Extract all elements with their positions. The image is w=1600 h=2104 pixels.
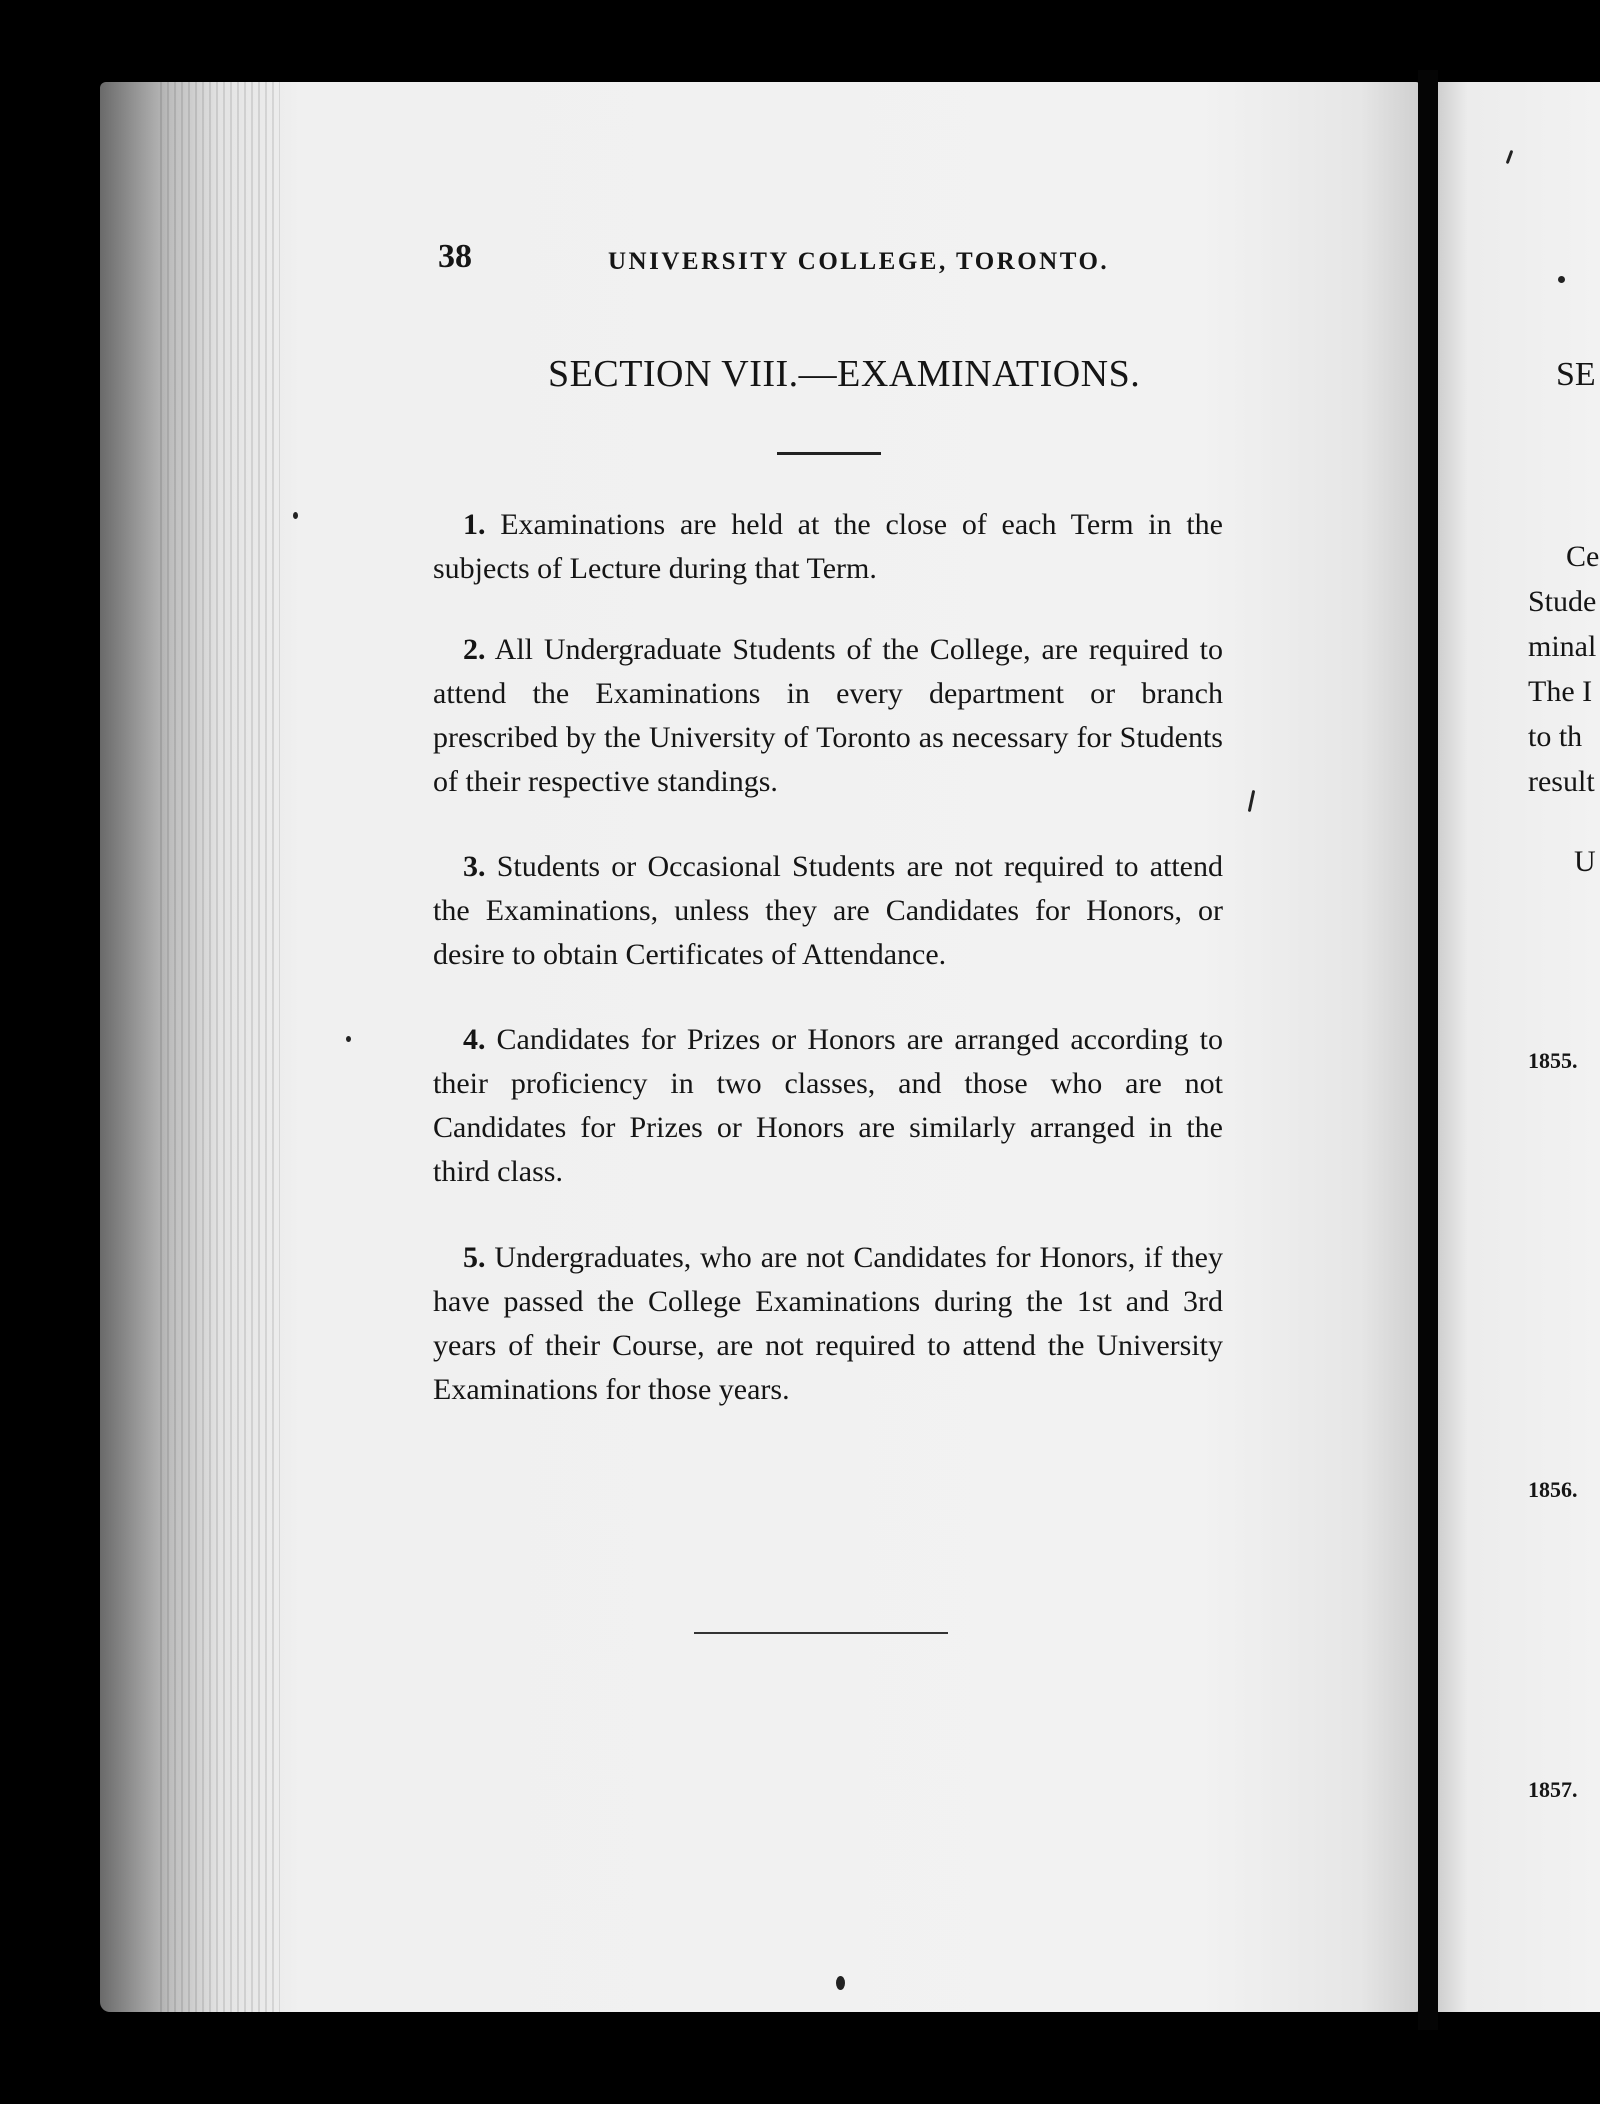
- paragraph-text: Undergraduates, who are not Candidates for Honors, if they have passed the College Examinations during the 1st and 3rd years of their Course, are not required to attend the University Examinations for those years.: [433, 1241, 1224, 1406]
- facing-subhead-fragment: U: [1574, 845, 1596, 878]
- facing-year-label: 1855.: [1528, 1048, 1578, 1073]
- paragraph-text: Examinations are held at the close of each Term in the subjects of Lecture during that Term.: [433, 508, 1223, 585]
- facing-line-fragment: The I: [1528, 675, 1593, 708]
- paragraph-text: Candidates for Prizes or Honors are arranged according to their proficiency in two classes, and those who are not Candidates for Prizes or Honors are similarly arranged in the third class.: [433, 1023, 1223, 1188]
- book-gutter: [1418, 70, 1438, 2030]
- facing-year-label: 1856.: [1528, 1477, 1578, 1502]
- facing-heading-fragment: SE: [1556, 356, 1596, 393]
- facing-line-fragment: minal: [1528, 630, 1597, 663]
- facing-line-fragment: Stude: [1528, 585, 1597, 618]
- facing-year-label: 1857.: [1528, 1777, 1578, 1802]
- paragraph-text: Students or Occasional Students are not required to attend the Examinations, unless they are Candidates for Honors, or desire to obtain Certificates of Attendance.: [433, 850, 1224, 971]
- scan-speck: [836, 1976, 845, 1990]
- running-head: UNIVERSITY COLLEGE, TORONTO.: [608, 248, 1110, 275]
- scan-speck: [293, 512, 298, 519]
- closing-rule: [694, 1632, 948, 1634]
- paragraph-number: 1.: [463, 508, 486, 541]
- scan-speck: [346, 1036, 351, 1042]
- facing-line-fragment: result: [1528, 765, 1595, 798]
- paragraph-1: [433, 503, 1223, 591]
- page-number: 38: [438, 238, 472, 275]
- section-title: SECTION VIII.—EXAMINATIONS.: [548, 353, 1141, 395]
- paragraph-number: 4.: [463, 1023, 486, 1056]
- paragraph-4: [433, 1018, 1223, 1194]
- paragraph-5: [433, 1236, 1223, 1412]
- paragraph-2: [433, 628, 1223, 804]
- facing-line-fragment: Ce: [1566, 540, 1600, 573]
- paragraph-number: 3.: [463, 850, 486, 883]
- page-edge-stack: [160, 82, 280, 2012]
- paragraph-text: All Undergraduate Students of the College, are required to attend the Examinations in every department or branch prescribed by the University of Toronto as necessary for Students of their respective standings.: [433, 633, 1223, 798]
- scan-speck: [1558, 276, 1565, 283]
- title-rule: [777, 452, 881, 455]
- paragraph-number: 5.: [463, 1241, 486, 1274]
- paragraph-number: 2.: [463, 633, 486, 666]
- facing-line-fragment: to th: [1528, 720, 1583, 753]
- paragraph-3: [433, 845, 1223, 977]
